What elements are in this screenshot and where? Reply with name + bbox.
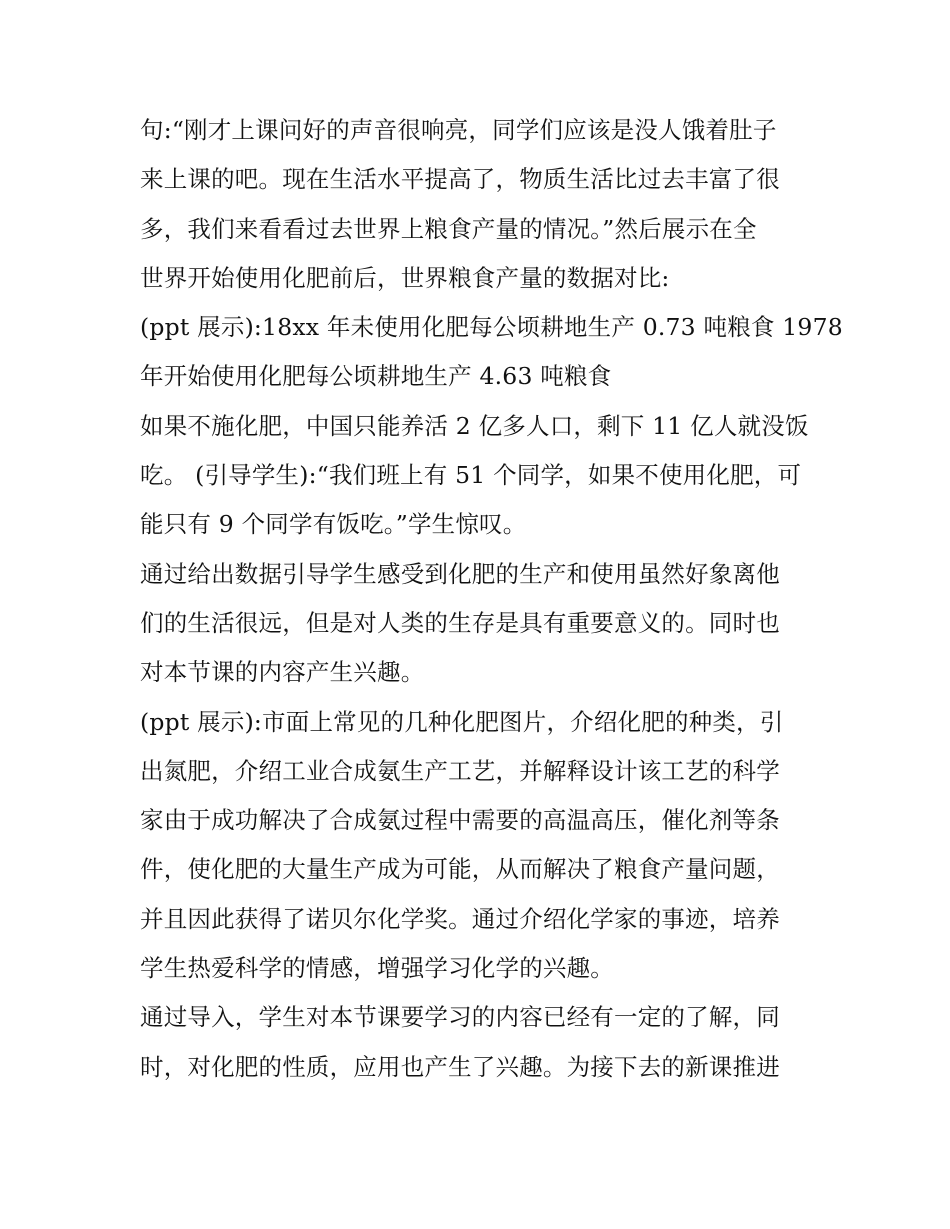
text-line: 们的生活很远，但是对人类的生存是具有重要意义的。同时也 — [140, 608, 780, 637]
text-line: 多，我们来看看过去世界上粮食产量的情况。”然后展示在全 — [140, 214, 757, 243]
text-line: 世界开始使用化肥前后，世界粮食产量的数据对比: — [140, 263, 670, 292]
text-line: 家由于成功解决了合成氨过程中需要的高温高压，催化剂等条 — [140, 806, 780, 835]
text-line: 并且因此获得了诺贝尔化学奖。通过介绍化学家的事迹，培养 — [140, 904, 780, 933]
text-line: 吃。 (引导学生):“我们班上有 51 个同学，如果不使用化肥，可 — [140, 461, 802, 490]
text-line: 年开始使用化肥每公顷耕地生产 4.63 吨粮食 — [140, 362, 612, 391]
text-line: 能只有 9 个同学有饭吃。”学生惊叹。 — [140, 510, 527, 539]
document-body — [140, 106, 843, 1092]
text-line: 句:“刚才上课问好的声音很响亮，同学们应该是没人饿着肚子 — [140, 116, 777, 144]
text-line: 学生热爱科学的情感，增强学习化学的兴趣。 — [140, 954, 614, 983]
text-line: 来上课的吧。现在生活水平提高了，物质生活比过去丰富了很 — [140, 165, 780, 194]
text-line: 出氮肥，介绍工业合成氨生产工艺，并解释设计该工艺的科学 — [140, 756, 780, 785]
text-line: 时，对化肥的性质，应用也产生了兴趣。为接下去的新课推进 — [140, 1052, 780, 1081]
text-line: 件，使化肥的大量生产成为可能，从而解决了粮食产量问题， — [140, 855, 780, 884]
text-line: 通过导入，学生对本节课要学习的内容已经有一定的了解，同 — [140, 1003, 780, 1032]
text-line: 对本节课的内容产生兴趣。 — [140, 658, 425, 687]
text-line: (ppt 展示):18xx 年未使用化肥每公顷耕地生产 0.73 吨粮食 1978 — [140, 313, 843, 342]
text-line: (ppt 展示):市面上常见的几种化肥图片，介绍化肥的种类，引 — [140, 707, 784, 736]
text-line: 通过给出数据引导学生感受到化肥的生产和使用虽然好象离他 — [140, 559, 780, 588]
text-line: 如果不施化肥，中国只能养活 2 亿多人口，剩下 11 亿人就没饭 — [140, 411, 809, 440]
